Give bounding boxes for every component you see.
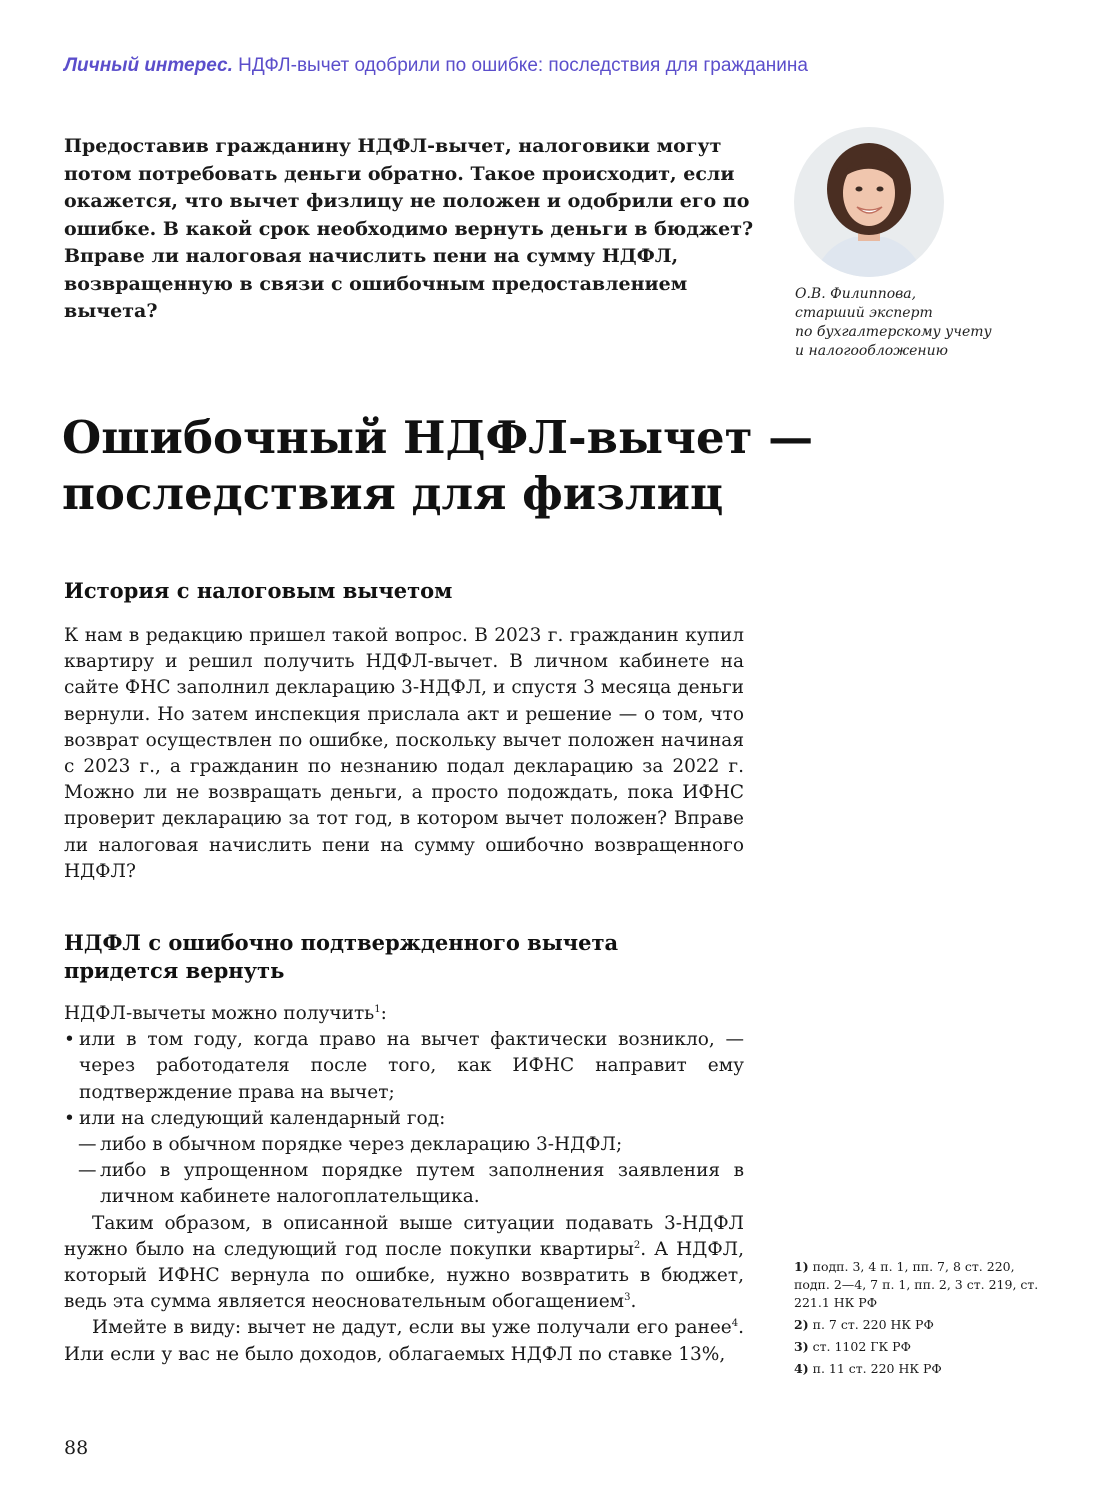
body-paragraph [64,1315,744,1367]
footnote [794,1338,1054,1356]
author-caption [795,285,1035,361]
paragraph-text: Таким образом, в описанной выше ситуации подавать 3-НДФЛ нужно было на следующий год после покупки квартиры [64,1212,744,1260]
running-header [64,55,808,77]
footnote-number: 4) [794,1361,809,1376]
sub-list-text: либо в обычном порядке через декларацию 3-НДФЛ; [100,1134,623,1156]
footnote [794,1258,1054,1312]
footnote-ref: 2 [633,1239,641,1251]
section-heading-line: придется вернуть [64,958,285,983]
body-paragraph: К нам в редакцию пришел такой вопрос. В 2023 г. гражданин купил квартиру и решил получить НДФЛ-вычет. В личном кабинете на сайте ФНС заполнил декларацию 3-НДФЛ, и спустя 3 месяца деньги вернули. Но затем инспекция прислала акт и решение — о том, что возврат осуществлен по ошибке, поскольку вычет положен начиная с 2023 г., а гражданин по незнанию подал декларацию за 2022 г. Можно ли не возвращать деньги, а просто подождать, пока ИФНС проверит декларацию за тот год, в котором вычет положен? Вправе ли налоговая начислить пени на сумму ошибочно возвращенного НДФЛ? [64,625,744,882]
author-photo [794,127,944,277]
sub-list-text: либо в упрощенном порядке путем заполнения заявления в личном кабинете налогоплательщика. [100,1160,744,1208]
intro-punctuation: : [380,1003,387,1024]
section2-text [64,1001,744,1368]
lead-paragraph: Предоставив гражданину НДФЛ-вычет, налоговики могут потом потребовать деньги обратно. Такое происходит, если окажется, что вычет физлицу не положен и одобрили его по ошибке. В какой срок необходимо вернуть деньги в бюджет? Вправе ли налоговая начислить пени на сумму НДФЛ, возвращенную в связи с ошибочным предоставлением вычета? [64,135,754,322]
author-position-line: и налогообложению [795,343,948,359]
intro-text: НДФЛ-вычеты можно получить [64,1003,375,1024]
header-subtitle: НДФЛ-вычет одобрили по ошибке: последствия для гражданина [238,55,808,76]
paragraph-text: . [630,1291,637,1313]
section-heading [64,929,744,985]
footnote-number: 2) [794,1317,809,1332]
paragraph-text: . А НДФЛ, который ИФНС вернула по ошибке, нужно возвратить в бюджет, ведь эта сумма является неосновательным обогащением [64,1238,744,1313]
dash-marker: — [78,1134,97,1156]
footnote-text: подп. 3, 4 п. 1, пп. 7, 8 ст. 220, подп. 2—4, 7 п. 1, пп. 2, 3 ст. 219, ст. 221.1 НК РФ [794,1259,1039,1310]
paragraph-text: Имейте в виду: вычет не дадут, если вы уже получали его ранее [92,1317,732,1339]
list-item: • или на следующий календарный год: [64,1106,744,1132]
author-portrait-icon [794,127,944,277]
sub-list-item [64,1158,744,1210]
author-position-line: по бухгалтерскому учету [795,324,992,340]
footnote-text: п. 11 ст. 220 НК РФ [812,1361,942,1376]
article-title-line: последствия для физлиц [62,467,724,520]
body-paragraph [64,1001,744,1027]
article-title [62,410,962,522]
author-position-line: старший эксперт [795,305,933,321]
section-heading: История с налоговым вычетом [64,578,453,603]
footnote [794,1360,1054,1378]
rubric-label: Личный интерес. [64,55,233,76]
section-heading-line: НДФЛ с ошибочно подтвержденного вычета [64,930,619,955]
list-item: • или в том году, когда право на вычет фактически возникло, — через работодателя после того, как ИФНС направит ему подтверждение права на вычет; [64,1027,744,1106]
author-name: О.В. Филиппова, [795,286,917,302]
footnote-ref: 1 [374,1003,381,1015]
footnote-ref: 3 [624,1292,631,1304]
paragraph-text: . Или если у вас не было доходов, облагаемых НДФЛ по ставке 13%, [64,1317,744,1365]
footnote-ref: 4 [731,1318,739,1330]
body-paragraph [64,1211,744,1316]
footnote [794,1316,1054,1334]
dash-marker: — [78,1160,97,1182]
footnote-text: п. 7 ст. 220 НК РФ [812,1317,934,1332]
footnote-number: 1) [794,1259,809,1274]
footnote-text: ст. 1102 ГК РФ [812,1339,911,1354]
page-number: 88 [64,1437,89,1459]
footnotes [794,1258,1054,1382]
sub-list-item [64,1132,744,1158]
section1-text [64,623,744,885]
footnote-number: 3) [794,1339,809,1354]
article-title-line: Ошибочный НДФЛ-вычет — [62,411,814,464]
